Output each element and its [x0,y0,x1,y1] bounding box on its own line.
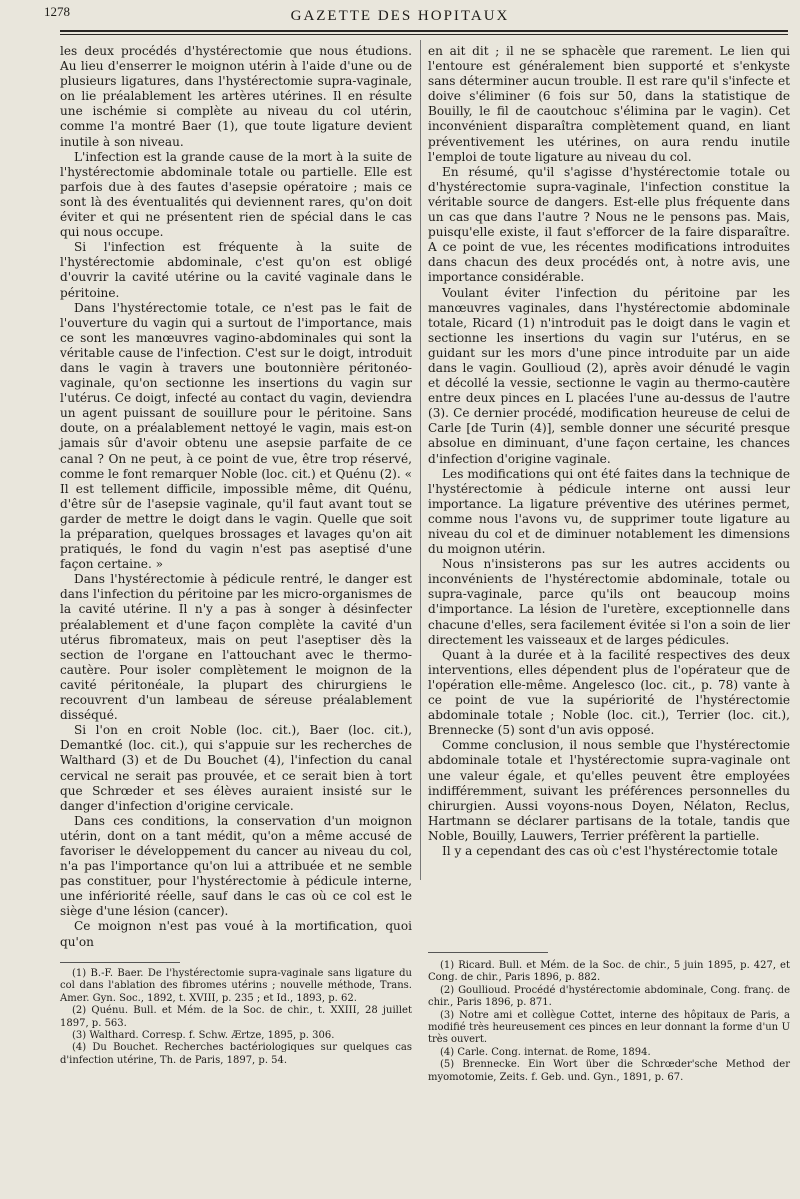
paragraph: les deux procédés d'hystérectomie que nous étudions. Au lieu d'enserrer le moignon utérin à l'aide d'une ou de plusieurs ligatures, dans l'hystérectomie supra-vaginale, on lie préalablement les artères utérines. Il en résulte une ischémie si complète au niveau du col utérin, comme l'a montré Baer (1), que toute ligature devient inutile à son niveau. [60,44,412,149]
footnote: (4) Du Bouchet. Recherches bactériologiques sur quelques cas d'infection utérine, Th. de Paris, 1897, p. 54. [60,1042,412,1066]
paragraph: Nous n'insisterons pas sur les autres accidents ou inconvénients de l'hystérectomie abdominale, totale ou supra-vaginale, parce qu'ils ont beaucoup moins d'importance. La lésion de l'uretère, exceptionnelle dans chacune d'elles, sera facilement évitée si l'on a soin de lier directement les vaisseaux et de larges pédicules. [428,557,790,647]
paragraph: Dans l'hystérectomie à pédicule rentré, le danger est dans l'infection du péritoine par les micro-organismes de la cavité utérine. Il n'y a pas à songer à désinfecter préalablement et d'une façon complète la cavité d'un utérus fibromateux, mais on peut l'aseptiser dès la section de l'organe en l'attouchant avec le thermo-cautère. Pour isoler complètement le moignon de la cavité péritonéale, la plupart des chirurgiens le recouvrent d'un lambeau de séreuse préalablement disséqué. [60,572,412,723]
footnote: (3) Notre ami et collègue Cottet, interne des hôpitaux de Paris, a modifié très heureusement ces pinces en leur donnant la forme d'un U très ouvert. [428,1009,790,1046]
paragraph: Si l'infection est fréquente à la suite de l'hystérectomie abdominale, c'est qu'on est obligé d'ouvrir la cavité utérine ou la cavité vaginale dans le péritoine. [60,240,412,300]
left-column [60,44,412,950]
page-header [0,0,800,30]
paragraph: Dans ces conditions, la conservation d'un moignon utérin, dont on a tant médit, qu'on a même accusé de favoriser le développement du cancer au niveau du col, n'a pas l'importance qu'on lui a attribuée et ne semble pas constituer, pour l'hystérectomie à pédicule interne, une infériorité réelle, sauf dans le cas où ce col est le siège d'une lésion (cancer). [60,813,412,919]
paragraph: Comme conclusion, il nous semble que l'hystérectomie abdominale totale et l'hystérectomie supra-vaginale ont une valeur égale, et qu'elles peuvent être employées indifféremment, suivant les préférences personnelles du chirurgien. Aussi voyons-nous Doyen, Nélaton, Reclus, Hartmann se déclarer partisans de la totale, tandis que Noble, Bouilly, Lauwers, Terrier préfèrent la partielle. [428,738,790,843]
header-rule [60,30,788,32]
paragraph: Quant à la durée et à la facilité respectives des deux interventions, elles dépendent plus de l'opérateur que de l'opération elle-même. Angelesco (loc. cit., p. 78) vante à ce point de vue la supériorité de l'hystérectomie abdominale totale ; Noble (loc. cit.), Terrier (loc. cit.), Brennecke (5) sont d'un avis opposé. [428,647,790,738]
footnote: (1) Ricard. Bull. et Mém. de la Soc. de chir., 5 juin 1895, p. 427, et Cong. de chir., Paris 1896, p. 882. [428,960,790,984]
paragraph: Voulant éviter l'infection du péritoine par les manœuvres vaginales, dans l'hystérectomie abdominale totale, Ricard (1) n'introduit pas le doigt dans le vagin et sectionne les insertions du vagin sur l'utérus, en se guidant sur les mors d'une pince introduite par un aide dans le vagin. Goullioud (2), après avoir dénudé le vagin et décollé la vessie, sectionne le vagin au thermo-cautère entre deux pinces en L placées l'une au-dessus de l'autre (3). Ce dernier procédé, modification heureuse de celui de Carle [de Turin (4)], semble donner une sécurité presque absolue en diminuant, d'une façon certaine, les chances d'infection d'origine vaginale. [428,285,790,466]
paragraph: en ait dit ; il ne se sphacèle que rarement. Le lien qui l'entoure est généralement bien supporté et s'enkyste sans déterminer aucun trouble. Il est rare qu'il s'infecte et doive s'éliminer (6 fois sur 50, dans la statistique de Bouilly, le fil de caoutchouc s'élimina par le vagin). Cet inconvénient disparaîtra complètement quand, en liant préventivement les utérines, on aura rendu inutile l'emploi de toute ligature au niveau du col. [428,44,790,164]
column-divider [420,40,421,880]
paragraph: Les modifications qui ont été faites dans la technique de l'hystérectomie à pédicule interne ont aussi leur importance. La ligature préventive des utérines permet, comme nous l'avons vu, de supprimer toute ligature au niveau du col et de diminuer notablement les dimensions du moignon utérin. [428,466,790,557]
paragraph: L'infection est la grande cause de la mort à la suite de l'hystérectomie abdominale totale ou partielle. Elle est parfois due à des fautes d'asepsie opératoire ; mais ce sont là des éventualités qui deviennent rares, qu'on doit éviter et qui ne présentent rien de spécial dans le cas qui nous occupe. [60,149,412,240]
right-column [428,44,790,859]
footnote: (5) Brennecke. Ein Wort über die Schrœder'sche Method der myomotomie, Zeits. f. Geb. und. Gyn., 1891, p. 67. [428,1059,790,1083]
footnotes-left [60,968,412,1067]
footnote: (2) Quénu. Bull. et Mém. de la Soc. de chir., t. XXIII, 28 juillet 1897, p. 563. [60,1005,412,1029]
header-rule-thin [60,34,788,35]
paragraph: Il y a cependant des cas où c'est l'hystérectomie totale [442,843,778,858]
page-number: 1278 [44,4,70,19]
paragraph: Dans l'hystérectomie totale, ce n'est pas le fait de l'ouverture du vagin qui a surtout de l'importance, mais ce sont les manœuvres vagino-abdominales qui sont la véritable cause de l'infection. C'est sur le doigt, introduit dans le vagin à travers une boutonnière péritonéo-vaginale, qu'on sectionne les insertions du vagin sur l'utérus. Ce doigt, infecté au contact du vagin, deviendra un agent puissant de souillure pour le péritoine. Sans doute, on a préalablement nettoyé le vagin, mais est-on jamais sûr d'avoir obtenu une asepsie parfaite de ce canal ? On ne peut, à ce point de vue, être trop réservé, comme le font remarquer Noble (loc. cit.) et Quénu (2). « Il est tellement difficile, impossible même, dit Quénu, d'être sûr de l'asepsie vaginale, qu'il faut avant tout se garder de mettre le doigt dans le vagin. Quelle que soit la préparation, quelques brossages et lavages qu'on ait pratiqués, le fond du vagin n'est pas aseptisé d'une façon certaine. » [60,300,412,572]
footnote: (2) Goullioud. Procédé d'hystérectomie abdominale, Cong. franç. de chir., Paris 1896, p. 871. [428,984,790,1009]
footnote-rule-right [428,952,548,953]
footnote-rule-left [60,962,180,963]
footnote: (1) B.-F. Baer. De l'hystérectomie supra-vaginale sans ligature du col dans l'ablation des fibromes utérins ; nouvelle méthode, Trans. Amer. Gyn. Soc., 1892, t. XVIII, p. 235 ; et Id., 1893, p. 62. [60,968,412,1004]
footnote: (4) Carle. Cong. internat. de Rome, 1894. [440,1046,651,1058]
paragraph: Ce moignon n'est pas voué à la mortification, quoi qu'on [60,919,412,949]
footnotes-right [428,960,790,1084]
journal-title: GAZETTE DES HOPITAUX [290,8,510,24]
paragraph: Si l'on en croit Noble (loc. cit.), Baer (loc. cit.), Demantké (loc. cit.), qui s'appuie sur les recherches de Walthard (3) et de Du Bouchet (4), l'infection du canal cervical ne serait pas prouvée, et ce serait bien à tort que Schrœder et ses élèves auraient insisté sur le danger d'infection d'origine cervicale. [60,723,412,813]
paragraph: En résumé, qu'il s'agisse d'hystérectomie totale ou d'hystérectomie supra-vaginale, l'infection constitue la véritable source de dangers. Est-elle plus fréquente dans un cas que dans l'autre ? Nous ne le pensons pas. Mais, puisqu'elle existe, il faut s'efforcer de la faire disparaître. A ce point de vue, les récentes modifications introduites dans chacun des deux procédés ont, à notre avis, une importance considérable. [428,164,790,285]
footnote: (3) Walthard. Corresp. f. Schw. Ærtze, 1895, p. 306. [72,1030,335,1042]
